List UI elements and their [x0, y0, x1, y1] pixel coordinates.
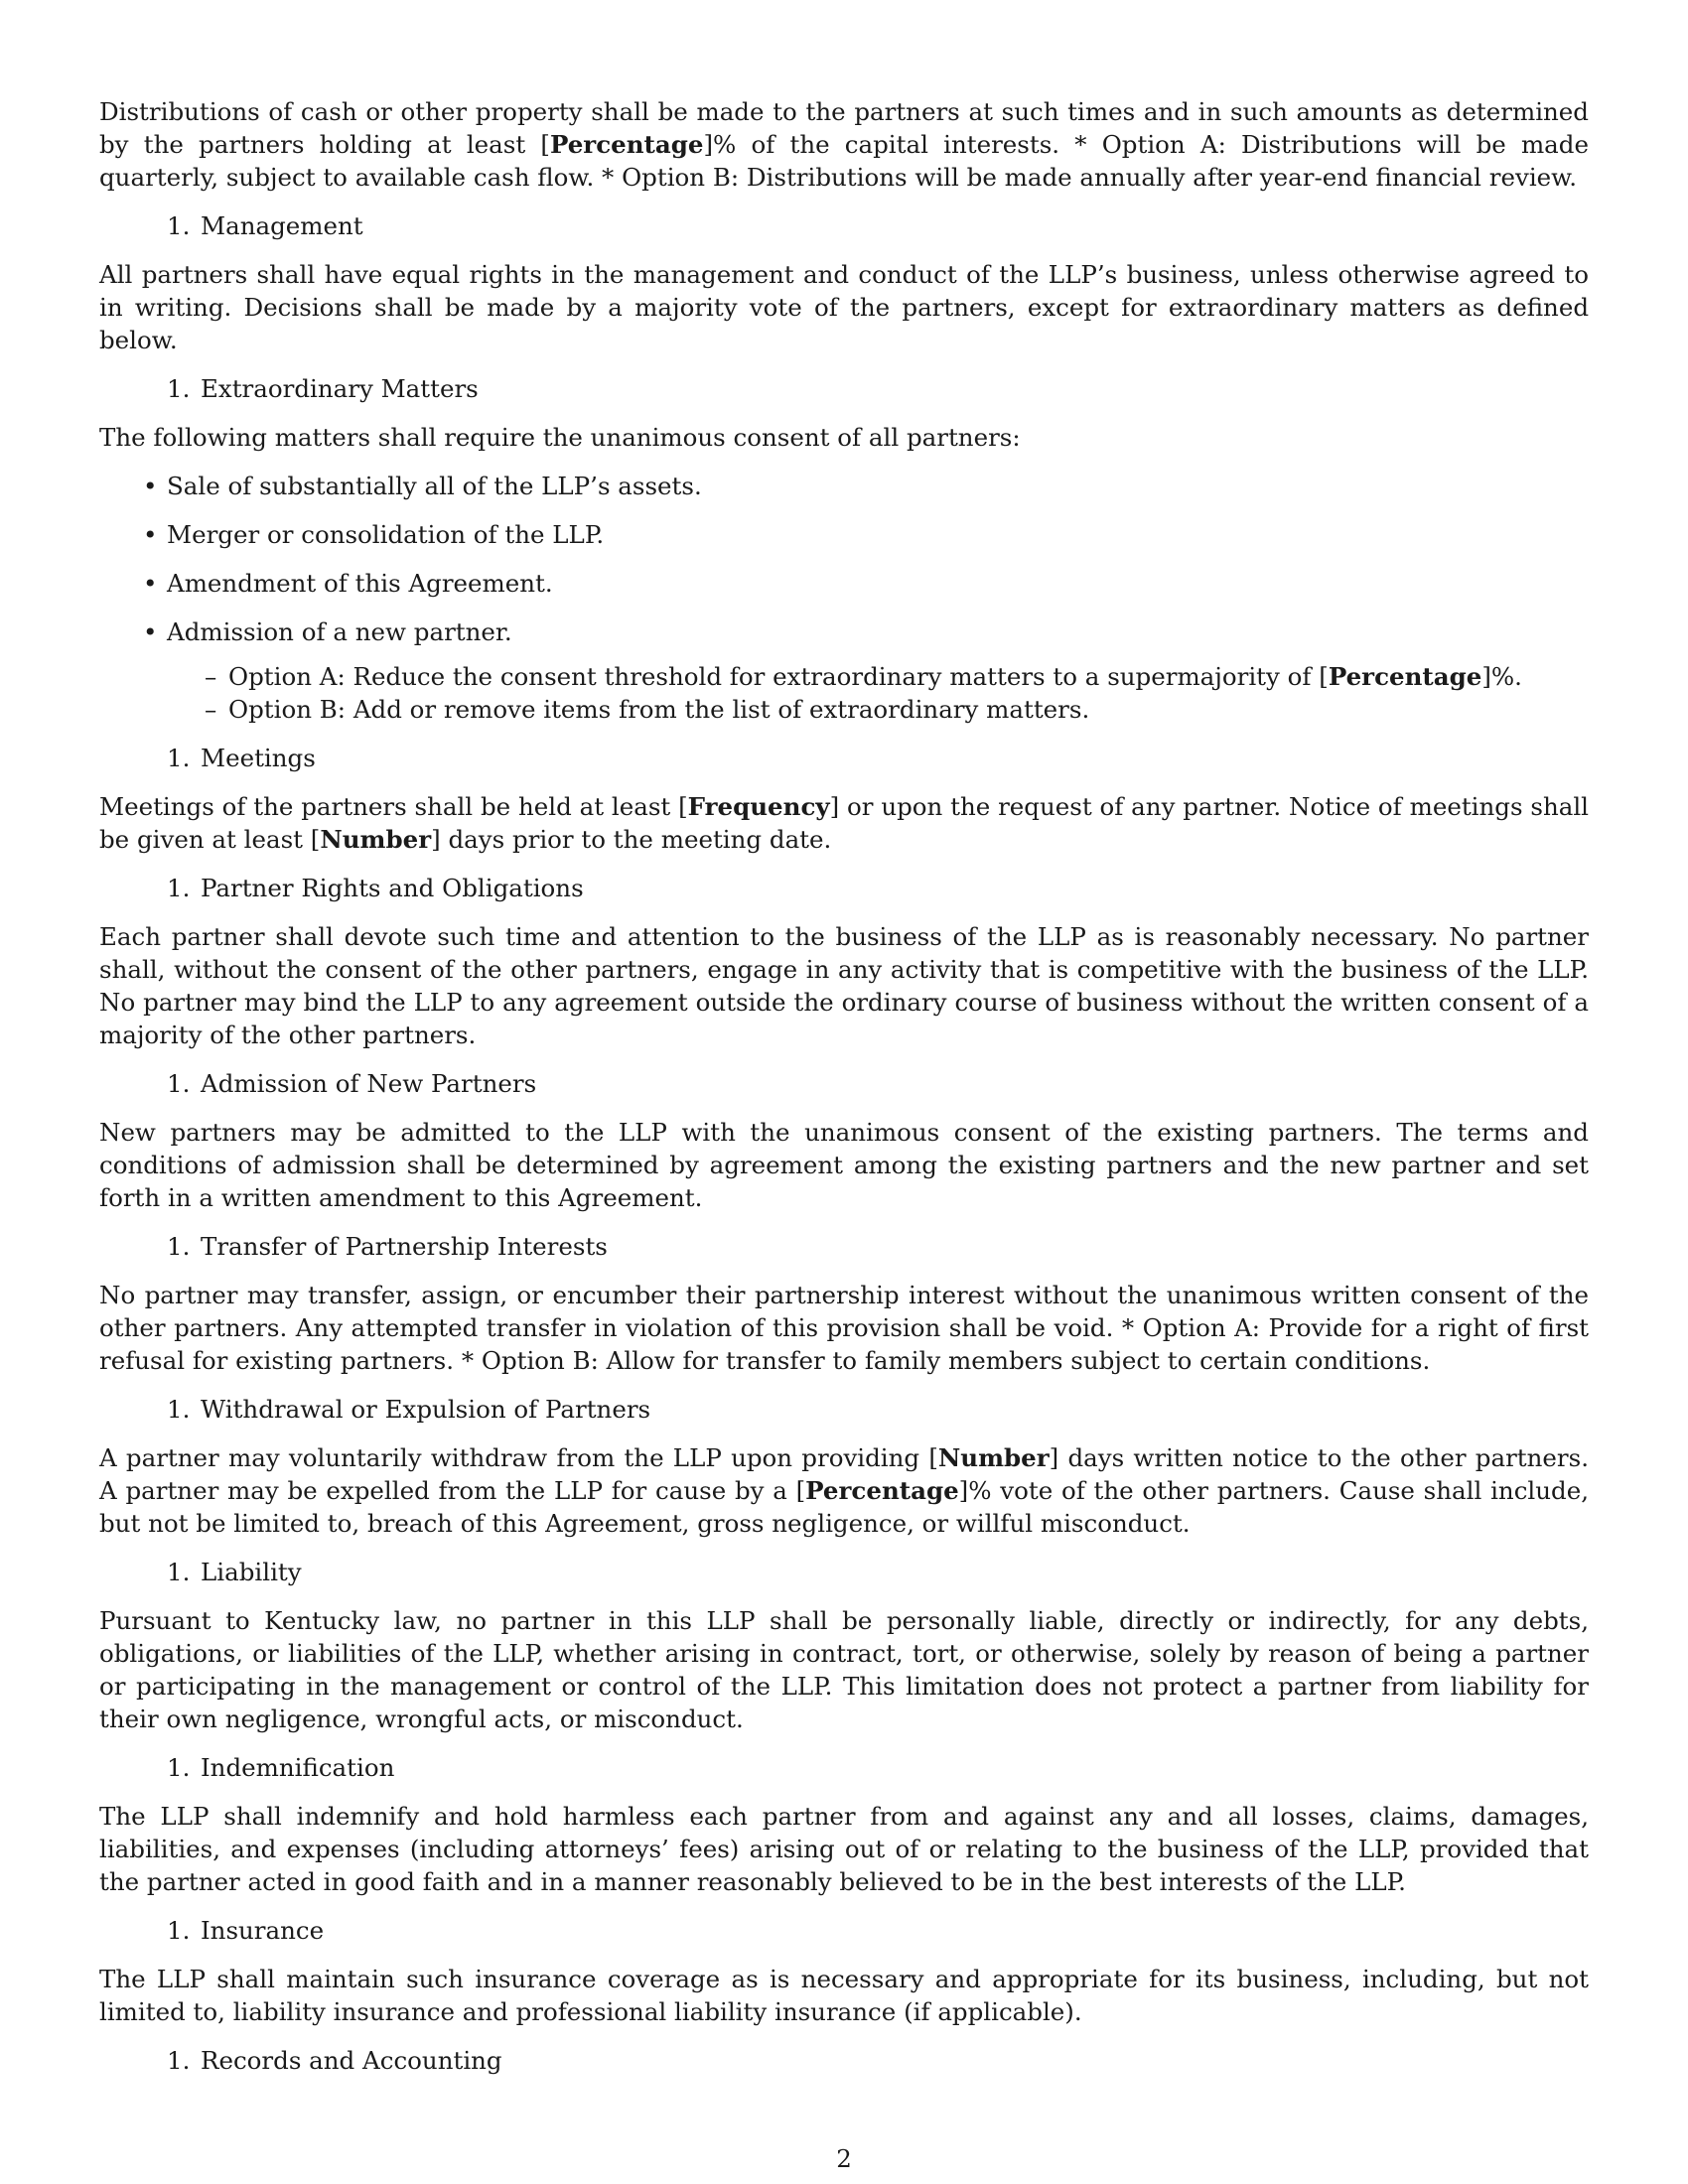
section-heading-extraordinary-matters: 1. Extraordinary Matters: [167, 374, 479, 403]
section-heading-partner-rights: 1. Partner Rights and Obligations: [167, 874, 584, 902]
paragraph-meetings: Meetings of the partners shall be held at least [Frequency] or upon the request of any partner. Notice of meetings shall be given at least [Number] days prior to the meeting date.: [99, 792, 1589, 854]
paragraph-distributions: Distributions of cash or other property shall be made to the partners at such times and in such amounts as determined by the partners holding at least [Percentage]% of the capital interests. * Option A: Distributions will be made quarterly, subject to available cash flow. * Option B: Distributions will be made annually after year-end financial review.: [99, 97, 1589, 192]
section-heading-records: 1. Records and Accounting: [167, 2046, 502, 2075]
list-item: • Sale of substantially all of the LLP’s assets.: [167, 470, 1589, 502]
extraordinary-options-list: [99, 660, 1589, 726]
paragraph-withdrawal: A partner may voluntarily withdraw from the LLP upon providing [Number] days written notice to the other partners. A partner may be expelled from the LLP for cause by a [Percentage]% vote of the other partners. Cause shall include, but not be limited to, breach of this Agreement, gross negligence, or willful misconduct.: [99, 1443, 1590, 1538]
section-heading-indemnification: 1. Indemnification: [167, 1753, 395, 1782]
list-item: – Option A: Reduce the consent threshold for extraordinary matters to a supermajority of [Percentage]%.: [228, 660, 1589, 693]
placeholder-percentage: Percentage: [549, 130, 704, 159]
paragraph-insurance: The LLP shall maintain such insurance coverage as is necessary and appropriate for its business, including, but not limited to, liability insurance and professional liability insurance (if applicable).: [99, 1965, 1589, 2026]
placeholder-number: Number: [320, 825, 432, 854]
placeholder-percentage: Percentage: [805, 1476, 959, 1505]
paragraph-transfer: No partner may transfer, assign, or encumber their partnership interest without the unanimous written consent of the other partners. Any attempted transfer in violation of this provision shall be void. * Option A: Provide for a right of first refusal for existing partners. * Option B: Allow for transfer to family members subject to certain conditions.: [99, 1281, 1589, 1375]
list-item: • Admission of a new partner.: [167, 615, 1589, 648]
paragraph-management: All partners shall have equal rights in the management and conduct of the LLP’s business, unless otherwise agreed to in writing. Decisions shall be made by a majority vote of the partners, except for extraordinary matters as defined below.: [99, 260, 1589, 354]
placeholder-percentage: Percentage: [1328, 662, 1482, 691]
placeholder-frequency: Frequency: [687, 792, 830, 821]
section-heading-transfer: 1. Transfer of Partnership Interests: [167, 1232, 608, 1261]
list-item: – Option B: Add or remove items from the list of extraordinary matters.: [228, 693, 1589, 726]
section-heading-insurance: 1. Insurance: [167, 1916, 325, 1945]
section-heading-management: 1. Management: [167, 211, 363, 240]
page-number: 2: [836, 2144, 852, 2173]
paragraph-extraordinary-matters: The following matters shall require the unanimous consent of all partners:: [99, 423, 1021, 452]
list-item: • Amendment of this Agreement.: [167, 567, 1589, 600]
section-heading-admission: 1. Admission of New Partners: [167, 1069, 537, 1098]
list-item: • Merger or consolidation of the LLP.: [167, 518, 1589, 551]
section-heading-withdrawal: 1. Withdrawal or Expulsion of Partners: [167, 1395, 651, 1424]
section-heading-liability: 1. Liability: [167, 1558, 302, 1586]
paragraph-indemnification: The LLP shall indemnify and hold harmless each partner from and against any and all losses, claims, damages, liabilities, and expenses (including attorneys’ fees) arising out of or relating to the business of the LLP, provided that the partner acted in good faith and in a manner reasonably believed to be in the best interests of the LLP.: [99, 1802, 1589, 1896]
paragraph-admission: New partners may be admitted to the LLP with the unanimous consent of the existing partners. The terms and conditions of admission shall be determined by agreement among the existing partners and the new partner and set forth in a written amendment to this Agreement.: [99, 1118, 1589, 1212]
paragraph-liability: Pursuant to Kentucky law, no partner in this LLP shall be personally liable, directly or indirectly, for any debts, obligations, or liabilities of the LLP, whether arising in contract, tort, or otherwise, solely by reason of being a partner or participating in the management or control of the LLP. This limitation does not protect a partner from liability for their own negligence, wrongful acts, or misconduct.: [99, 1606, 1589, 1733]
extraordinary-matters-list: [99, 470, 1589, 648]
paragraph-partner-rights: Each partner shall devote such time and attention to the business of the LLP as is reasonably necessary. No partner shall, without the consent of the other partners, engage in any activity that is competitive with the business of the LLP. No partner may bind the LLP to any agreement outside the ordinary course of business without the written consent of a majority of the other partners.: [99, 922, 1589, 1049]
document-page: [99, 95, 1589, 2093]
placeholder-number: Number: [937, 1443, 1050, 1472]
section-heading-meetings: 1. Meetings: [167, 744, 316, 772]
